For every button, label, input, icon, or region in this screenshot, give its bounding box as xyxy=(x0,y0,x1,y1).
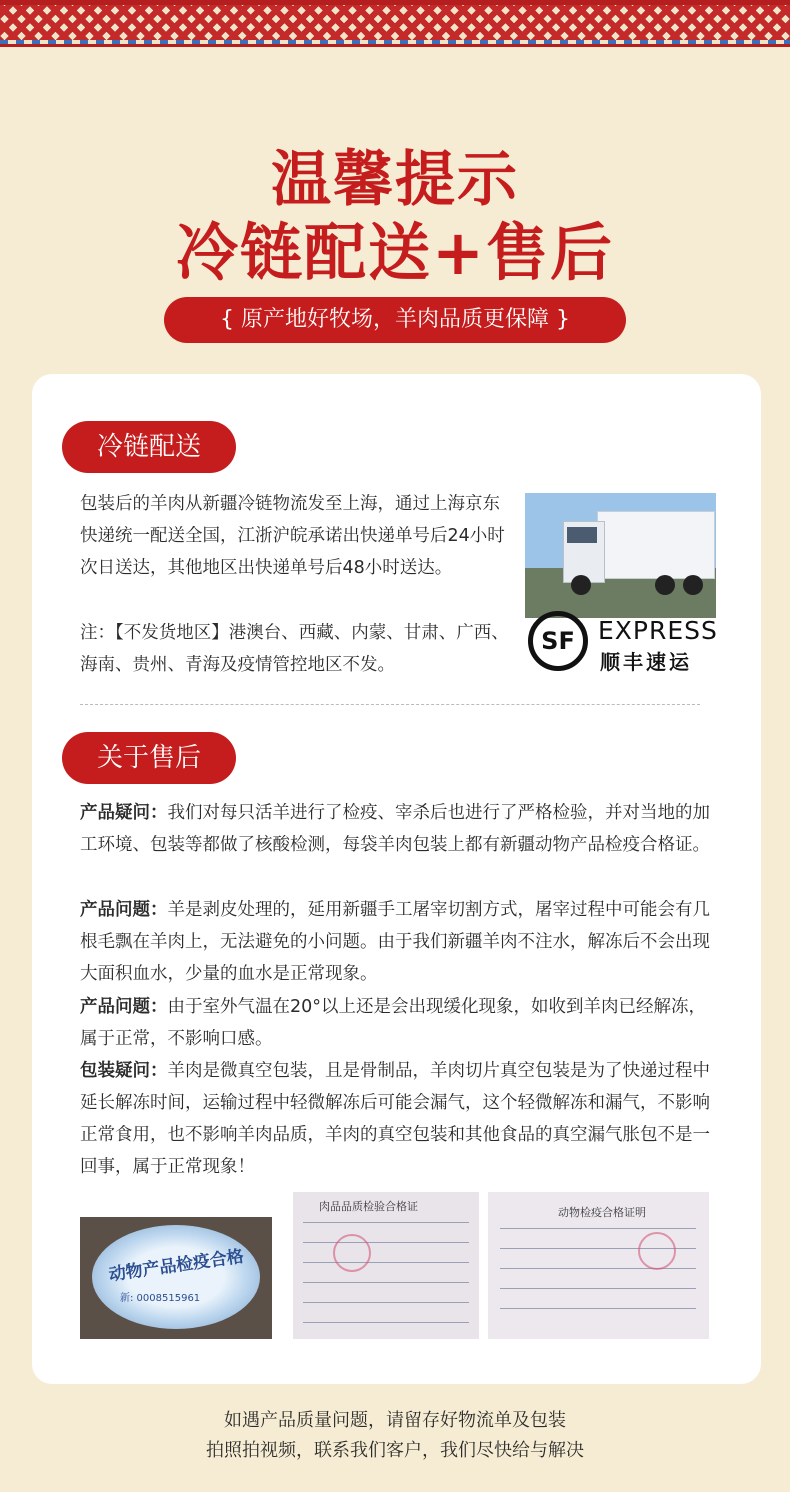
decorative-top-border xyxy=(0,0,790,47)
section-label-after-sales: 关于售后 xyxy=(62,732,236,784)
faq-item xyxy=(80,1055,710,1183)
faq-title: 产品疑问： xyxy=(80,803,168,823)
certificate-title: 动物检疫合格证明 xyxy=(558,1206,646,1219)
faq-item xyxy=(80,991,710,1055)
faq-item xyxy=(80,797,710,861)
tagline-badge: { 原产地好牧场，羊肉品质更保障 } xyxy=(164,297,626,343)
faq-item xyxy=(80,894,710,990)
quarantine-label-number: 新: 0008515961 xyxy=(120,1293,201,1304)
section-divider xyxy=(80,704,700,705)
faq-text: 羊是剥皮处理的，延用新疆手工屠宰切割方式，屠宰过程中可能会有几根毛飘在羊肉上，无法避免的小问题。由于我们新疆羊肉不注水，解冻后不会出现大面积血水，少量的血水是正常现象。 xyxy=(80,900,710,984)
page-title: 温馨提示 xyxy=(271,145,519,215)
sf-express-label: EXPRESS xyxy=(598,616,718,645)
footer-line-1: 如遇产品质量问题，请留存好物流单及包装 xyxy=(224,1410,566,1431)
faq-text: 羊肉是微真空包装，且是骨制品，羊肉切片真空包装是为了快递过程中延长解冻时间，运输过程中轻微解冻后可能会漏气，这个轻微解冻和漏气，不影响正常食用，也不影响羊肉品质，羊肉的真空包装和其他食品的真空漏气胀包不是一回事，属于正常现象！ xyxy=(80,1061,710,1177)
faq-title: 产品问题： xyxy=(80,900,168,920)
quarantine-label-photo xyxy=(80,1217,272,1339)
meat-quality-certificate-photo xyxy=(293,1192,479,1339)
certificate-title: 肉品品质检验合格证 xyxy=(319,1200,418,1213)
cold-chain-note: 注：【不发货地区】港澳台、西藏、内蒙、甘肃、广西、海南、贵州、青海及疫情管控地区不发。 xyxy=(80,623,509,675)
page-subtitle: 冷链配送+售后 xyxy=(176,216,614,289)
cold-chain-text: 包装后的羊肉从新疆冷链物流发至上海，通过上海京东快递统一配送全国，江浙沪皖承诺出快递单号后24小时次日送达，其他地区出快递单号后48小时送达。 xyxy=(80,494,505,578)
sf-logo-icon: SF xyxy=(528,611,588,671)
truck-image xyxy=(525,493,716,618)
animal-quarantine-certificate-photo xyxy=(488,1192,709,1339)
footer-line-2: 拍照拍视频，联系我们客户，我们尽快给与解决 xyxy=(206,1440,584,1461)
faq-text: 我们对每只活羊进行了检疫、宰杀后也进行了严格检验，并对当地的加工环境、包装等都做了核酸检测，每袋羊肉包装上都有新疆动物产品检疫合格证。 xyxy=(80,803,710,855)
faq-text: 由于室外气温在20°以上还是会出现缓化现象，如收到羊肉已经解冻，属于正常，不影响口感。 xyxy=(80,997,707,1049)
section-label-cold-chain: 冷链配送 xyxy=(62,421,236,473)
faq-title: 产品问题： xyxy=(80,997,168,1017)
quarantine-label-text: 动物产品检疫合格 xyxy=(107,1246,246,1286)
faq-title: 包装疑问： xyxy=(80,1061,168,1081)
sf-chinese-label: 顺丰速运 xyxy=(600,650,692,674)
